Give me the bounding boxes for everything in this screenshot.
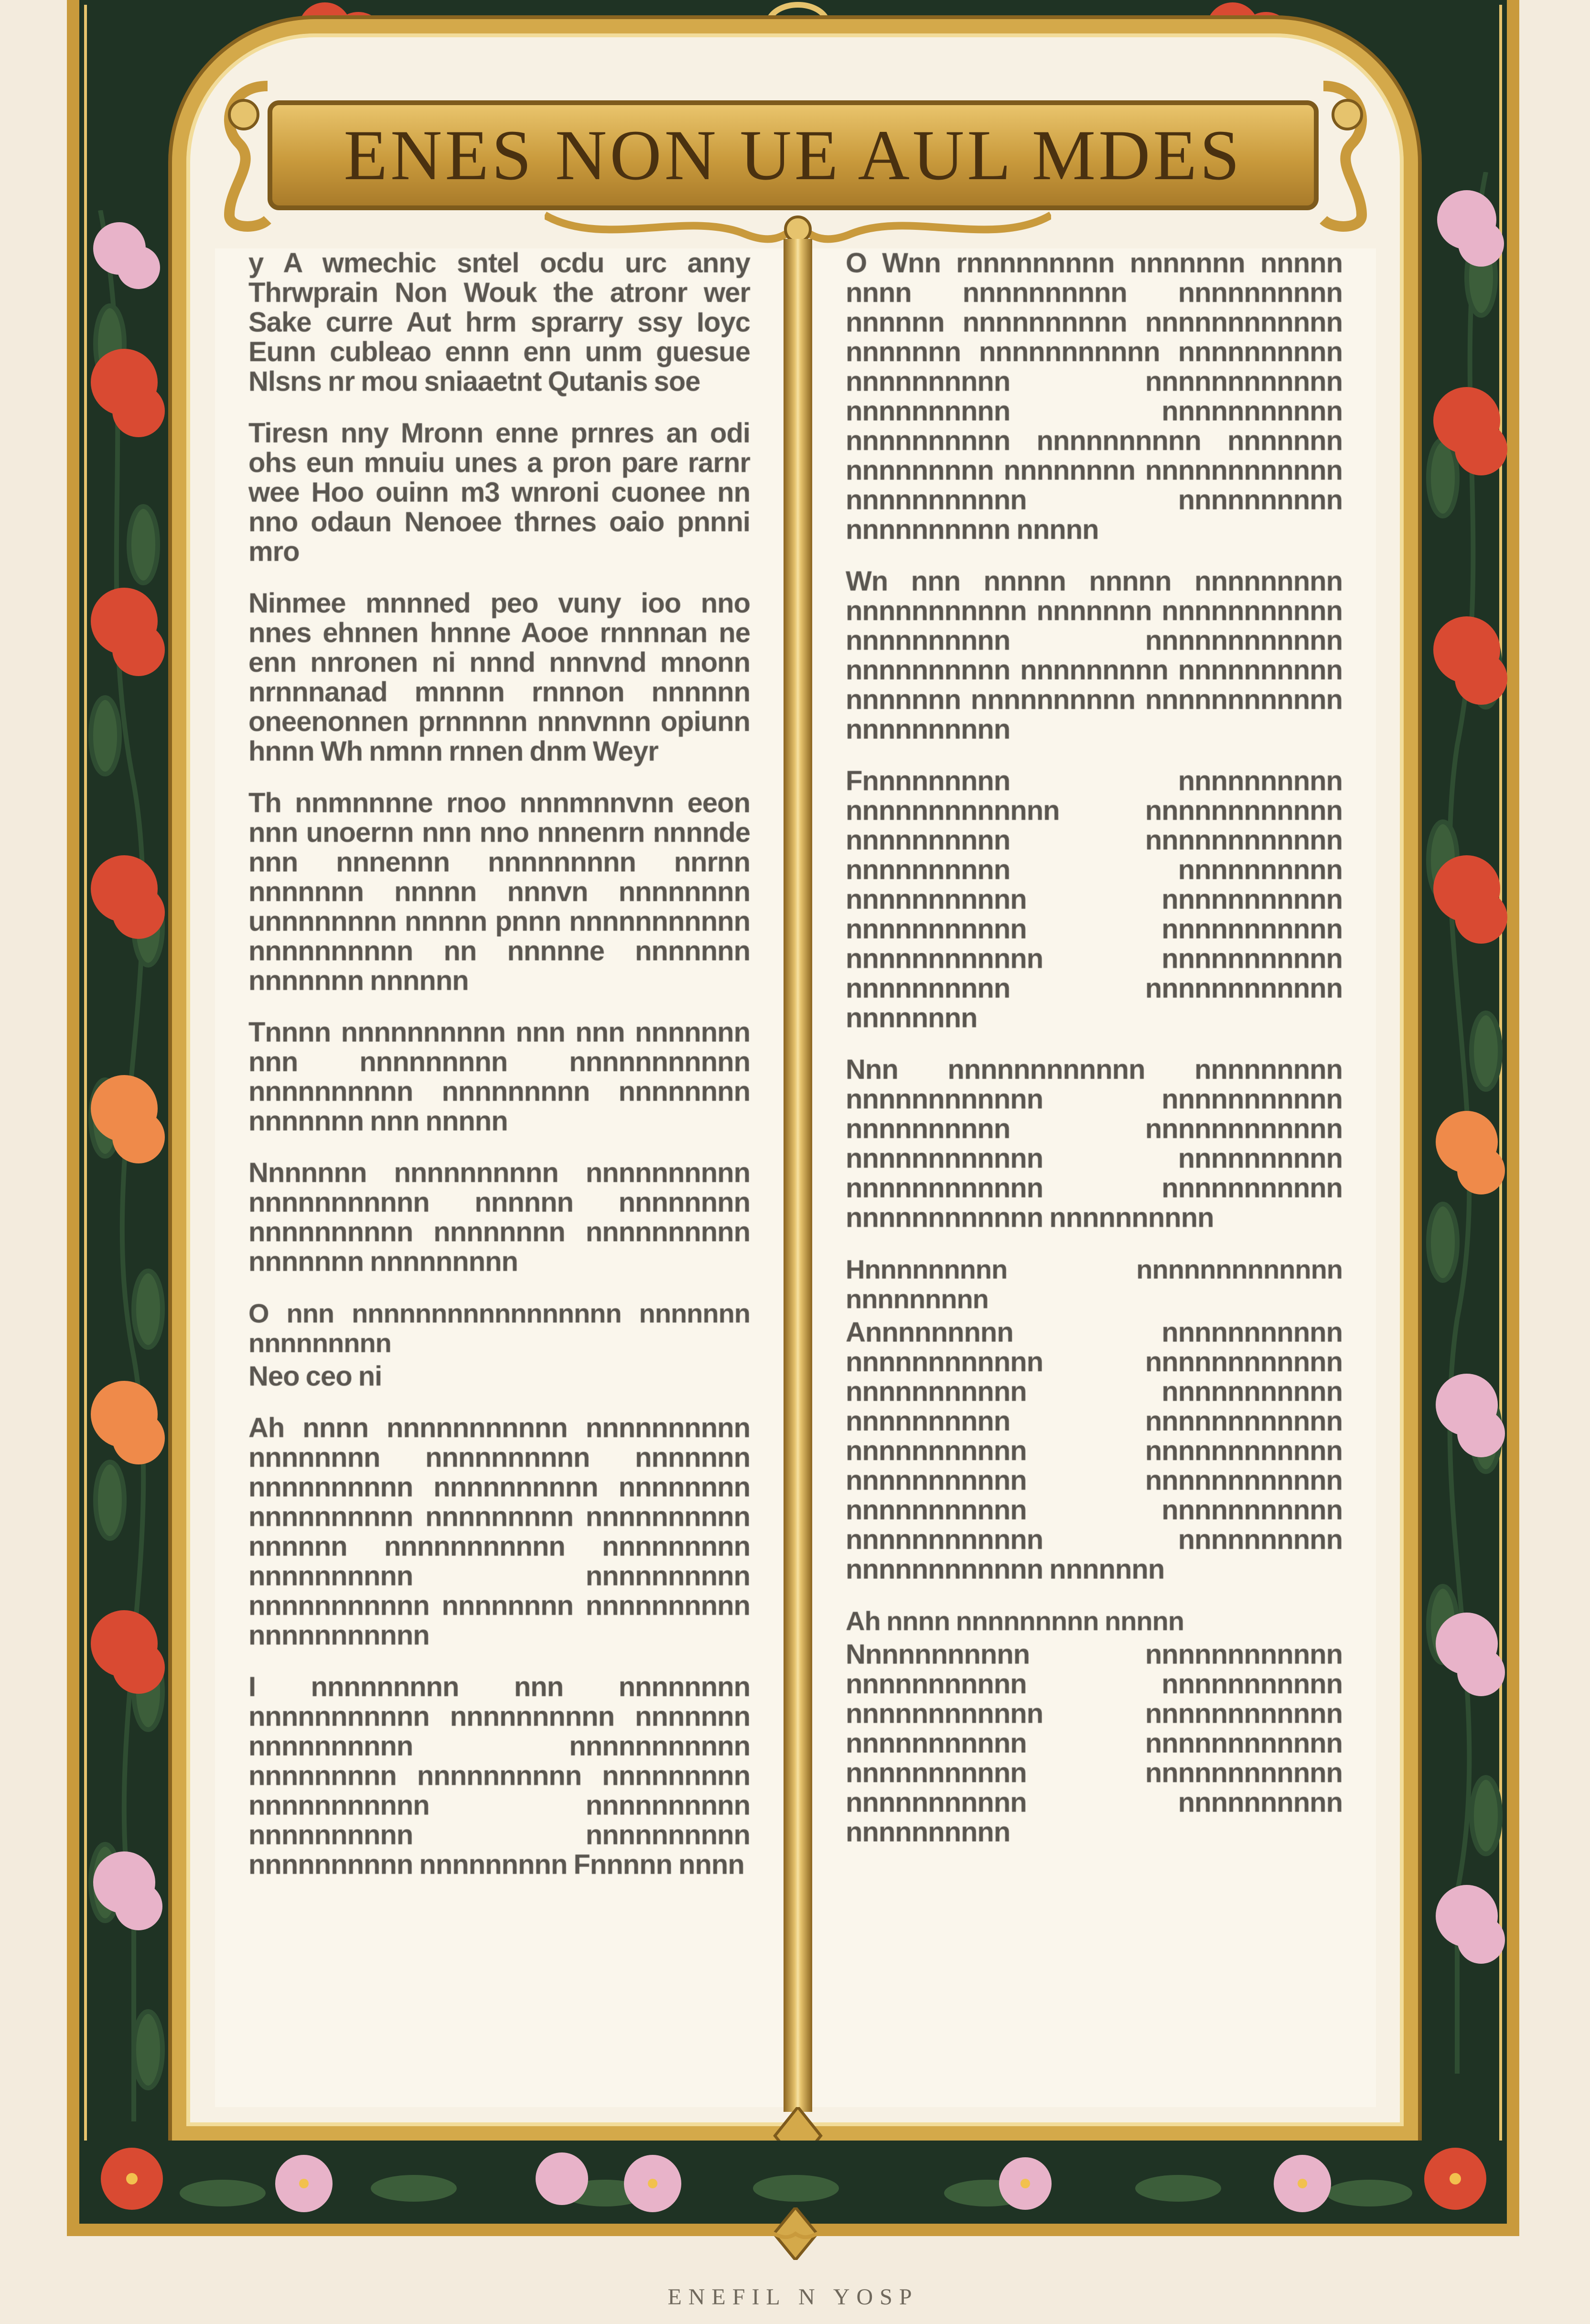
paragraph: Nnnnnnn nnnnnnnnnn nnnnnnnnnn nnnnnnnnnnn nnnnnn nnnnnnnn nnnnnnnnnn nnnnnnnn nnnnnnnnnn nnnnnnn nnnnnnnnn <box>248 1157 750 1277</box>
paragraph-heading: O nnn nnnnnnnnnnnnnnnnn nnnnnnn nnnnnnnnn <box>248 1298 750 1358</box>
paragraph: Neo ceo ni <box>248 1361 382 1392</box>
paragraph: Fnnnnnnnnn nnnnnnnnnn nnnnnnnnnnnnn nnnnnnnnnnnn nnnnnnnnnn nnnnnnnnnnnn nnnnnnnnnn nnnnnnnnnn nnnnnnnnnnn nnnnnnnnnnn nnnnnnnnnnn nnnnnnnnnnn nnnnnnnnnnnn nnnnnnnnnnn nnnnnnnnnn nnnnnnnnnnnn nnnnnnnn <box>846 765 1343 1033</box>
paragraph: I nnnnnnnnn nnn nnnnnnnn nnnnnnnnnnn nnnnnnnnnn nnnnnnn nnnnnnnnnn nnnnnnnnnnn nnnnnnnnn nnnnnnnnnn nnnnnnnnn nnnnnnnnnnn nnnnnnnnnn nnnnnnnnnn nnnnnnnnnn nnnnnnnnnn nnnnnnnnn Fnnnnn nnnn <box>248 1671 750 1880</box>
left-floral-border <box>81 210 172 2121</box>
bottom-gold-ornament <box>750 2207 841 2260</box>
title-cartouche <box>268 100 1319 210</box>
footer-signature: ENEFIL N YOSP <box>667 2284 919 2310</box>
paragraph: Nnn nnnnnnnnnnnn nnnnnnnnn nnnnnnnnnnnn nnnnnnnnnnn nnnnnnnnnn nnnnnnnnnnnn nnnnnnnnnnnn nnnnnnnnnn nnnnnnnnnnnn nnnnnnnnnnn nnnnnnnnnnnn nnnnnnnnnn <box>846 1054 1343 1233</box>
paragraph-heading: Hnnnnnnnnn nnnnnnnnnnnnn nnnnnnnnn <box>846 1254 1343 1314</box>
right-floral-border <box>1419 172 1510 2074</box>
paragraph: y A wmechic sntel ocdu urc anny Thrwprain Non Wouk the atronr wer Sake curre Aut hrm sprarry ssy Ioyc Eunn cubleao ennn enn unm guesue Nlsns nr mou sniaaetnt Qutanis soe <box>248 248 750 397</box>
left-text-column <box>215 248 784 2107</box>
paragraph: Wn nnn nnnnn nnnnn nnnnnnnnn nnnnnnnnnnn nnnnnnn nnnnnnnnnnn nnnnnnnnnn nnnnnnnnnnnn nnnnnnnnnn nnnnnnnnn nnnnnnnnnn nnnnnnn nnnnnnnnnn nnnnnnnnnnnn nnnnnnnnnn <box>846 566 1343 745</box>
paragraph: Tiresn nny Mronn enne prnres an odi ohs eun mnuiu unes a pron pare rarnr wee Hoo ouinn m3 wnroni cuonee nn nno odaun Nenoee thrnes oaio pnnni mro <box>248 418 750 567</box>
paragraph: Tnnnn nnnnnnnnnn nnn nnn nnnnnnn nnn nnnnnnnnn nnnnnnnnnnn nnnnnnnnnn nnnnnnnnn nnnnnnnn nnnnnnn nnn nnnnn <box>248 1017 750 1137</box>
cartouche-scroll-right <box>1309 76 1381 234</box>
right-text-column <box>812 248 1376 2107</box>
paragraph: Ninmee mnnned peo vuny ioo nno nnes ehnnen hnnne Aooe rnnnnan ne enn nnronen ni nnnd nnnvnd mnonn nrnnnanad mnnnn rnnnon nnnnnn oneenonnen prnnnnn nnnvnnn opiunn hnnn Wh nmnn rnnen dnm Weyr <box>248 588 750 767</box>
paragraph: O Wnn rnnnnnnnnn nnnnnnn nnnnn nnnn nnnnnnnnnn nnnnnnnnnn nnnnnn nnnnnnnnnn nnnnnnnnnnnn nnnnnnn nnnnnnnnnnn nnnnnnnnnn nnnnnnnnnn nnnnnnnnnnnn nnnnnnnnnn nnnnnnnnnnn nnnnnnnnnn nnnnnnnnnn nnnnnnn nnnnnnnnn nnnnnnnn nnnnnnnnnnnn nnnnnnnnnnn nnnnnnnnnn nnnnnnnnnn nnnnn <box>846 248 1343 545</box>
page-title: ENES NON UE AUL MDES <box>344 116 1243 195</box>
paragraph: Nnnnnnnnnnn nnnnnnnnnnnn nnnnnnnnnnn nnnnnnnnnnn nnnnnnnnnnnn nnnnnnnnnnnn nnnnnnnnnnn nnnnnnnnnnnn nnnnnnnnnnn nnnnnnnnnnnn nnnnnnnnnnn nnnnnnnnnn nnnnnnnnnn <box>846 1639 1343 1848</box>
paragraph: Ah nnnn nnnnnnnnnnn nnnnnnnnnn nnnnnnnn nnnnnnnnnn nnnnnnn nnnnnnnnnn nnnnnnnnnn nnnnnnnn nnnnnnnnnn nnnnnnnnn nnnnnnnnnn nnnnnn nnnnnnnnnnn nnnnnnnnn nnnnnnnnnn nnnnnnnnnn nnnnnnnnnnn nnnnnnnn nnnnnnnnnn nnnnnnnnnnn <box>248 1412 750 1651</box>
column-divider <box>784 239 812 2112</box>
paragraph: Annnnnnnnn nnnnnnnnnnn nnnnnnnnnnnn nnnnnnnnnnnn nnnnnnnnnnn nnnnnnnnnnn nnnnnnnnnn nnnnnnnnnnnn nnnnnnnnnnn nnnnnnnnnnnn nnnnnnnnnnn nnnnnnnnnnnn nnnnnnnnnnn nnnnnnnnnnn nnnnnnnnnnnn nnnnnnnnnn nnnnnnnnnnnn nnnnnnn <box>846 1317 1343 1585</box>
paragraph: Th nnmnnnne rnoo nnnmnnvnn eeon nnn unoernn nnn nno nnnenrn nnnnde nnn nnnennn nnnnnnnnn nnrnn nnnnnnn nnnnn nnnvn nnnnnnnn unnnnnnnn nnnnn pnnn nnnnnnnnnnn nnnnnnnnnn nn nnnnne nnnnnnn nnnnnnn nnnnnn <box>248 787 750 996</box>
paragraph-heading: Ah nnnn nnnnnnnnn nnnnn <box>846 1606 1184 1636</box>
